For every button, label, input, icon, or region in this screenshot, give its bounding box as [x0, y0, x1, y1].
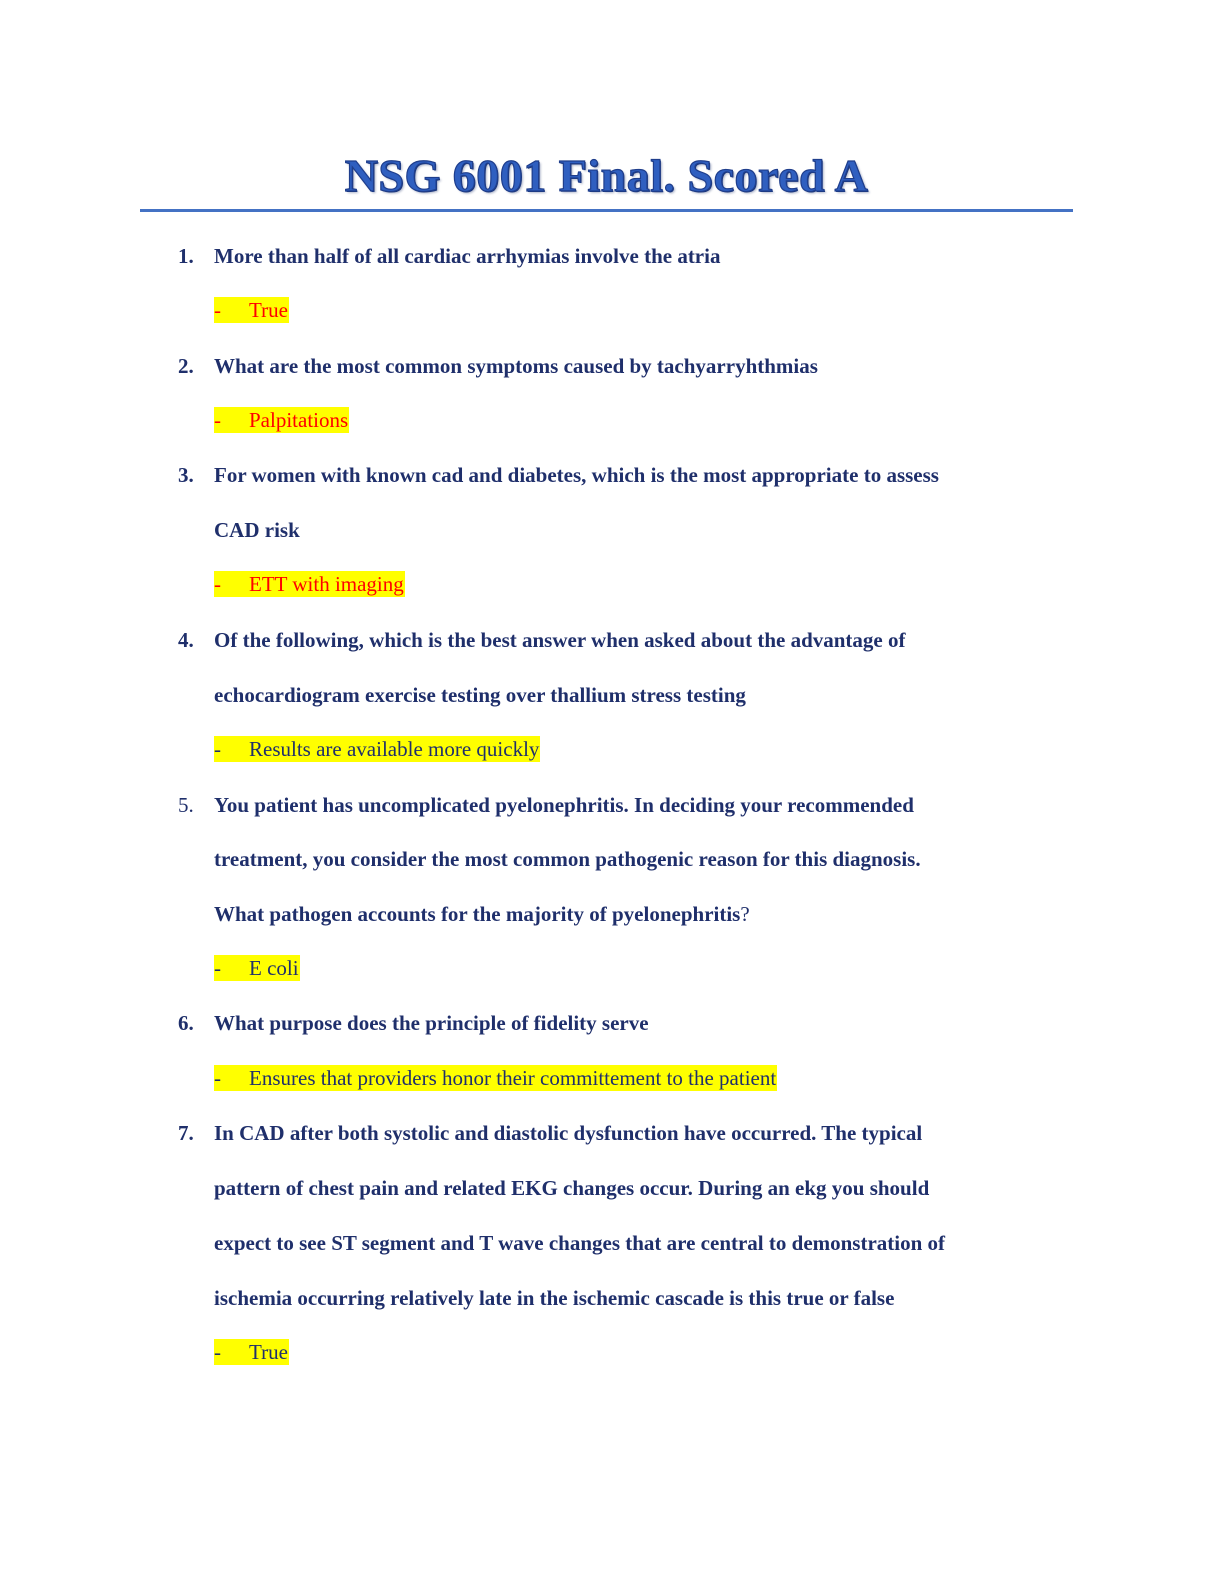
answer-text: ETT with imaging	[249, 572, 404, 596]
question-text: You patient has uncomplicated pyelonephritis. In deciding your recommended	[214, 793, 914, 817]
answer-text: True	[249, 298, 288, 322]
page-title: NSG 6001 Final. Scored A	[344, 150, 869, 201]
question-text: For women with known cad and diabetes, which is the most appropriate to assess	[214, 463, 939, 487]
answer-highlight	[214, 1339, 289, 1365]
question-number: 7.	[178, 1121, 194, 1145]
answer-highlight	[214, 955, 300, 981]
question-text: CAD risk	[214, 518, 300, 542]
question-number: 2.	[178, 354, 194, 378]
answer-dash: -	[214, 956, 221, 980]
answer-dash: -	[214, 572, 221, 596]
question-text: What are the most common symptoms caused by tachyarryhthmias	[214, 354, 818, 378]
question-text: In CAD after both systolic and diastolic dysfunction have occurred. The typical	[214, 1121, 923, 1145]
answer-dash: -	[214, 1066, 221, 1090]
answer-highlight	[214, 1065, 777, 1091]
question-number: 1.	[178, 244, 194, 268]
question-text: treatment, you consider the most common pathogenic reason for this diagnosis.	[214, 847, 921, 871]
answer-text: Results are available more quickly	[249, 737, 540, 761]
question-text: pattern of chest pain and related EKG changes occur. During an ekg you should	[214, 1176, 930, 1200]
title-divider	[140, 209, 1073, 212]
answer-highlight	[214, 407, 349, 433]
question-text: expect to see ST segment and T wave changes that are central to demonstration of	[214, 1231, 946, 1255]
question-text: What purpose does the principle of fidelity serve	[214, 1011, 649, 1035]
answer-highlight	[214, 297, 289, 323]
question-text: echocardiogram exercise testing over thallium stress testing	[214, 683, 746, 707]
question-mark: ?	[740, 902, 750, 926]
question-text-wrapper	[214, 896, 750, 932]
answer-dash: -	[214, 408, 221, 432]
question-text: ischemia occurring relatively late in the ischemic cascade is this true or false	[214, 1286, 895, 1310]
question-text: More than half of all cardiac arrhymias involve the atria	[214, 244, 721, 268]
answer-highlight	[214, 736, 540, 762]
answer-highlight	[214, 571, 405, 597]
answer-text: E coli	[249, 956, 299, 980]
answer-text: True	[249, 1340, 288, 1364]
question-text: Of the following, which is the best answer when asked about the advantage of	[214, 628, 906, 652]
answer-dash: -	[214, 737, 221, 761]
question-number: 4.	[178, 628, 194, 652]
question-text: What pathogen accounts for the majority of pyelonephritis	[214, 902, 741, 926]
question-number: 6.	[178, 1011, 194, 1035]
answer-dash: -	[214, 298, 221, 322]
answer-text: Ensures that providers honor their committement to the patient	[249, 1066, 777, 1090]
question-number: 5.	[178, 793, 194, 817]
answer-text: Palpitations	[249, 408, 349, 432]
question-number: 3.	[178, 463, 194, 487]
answer-dash: -	[214, 1340, 221, 1364]
